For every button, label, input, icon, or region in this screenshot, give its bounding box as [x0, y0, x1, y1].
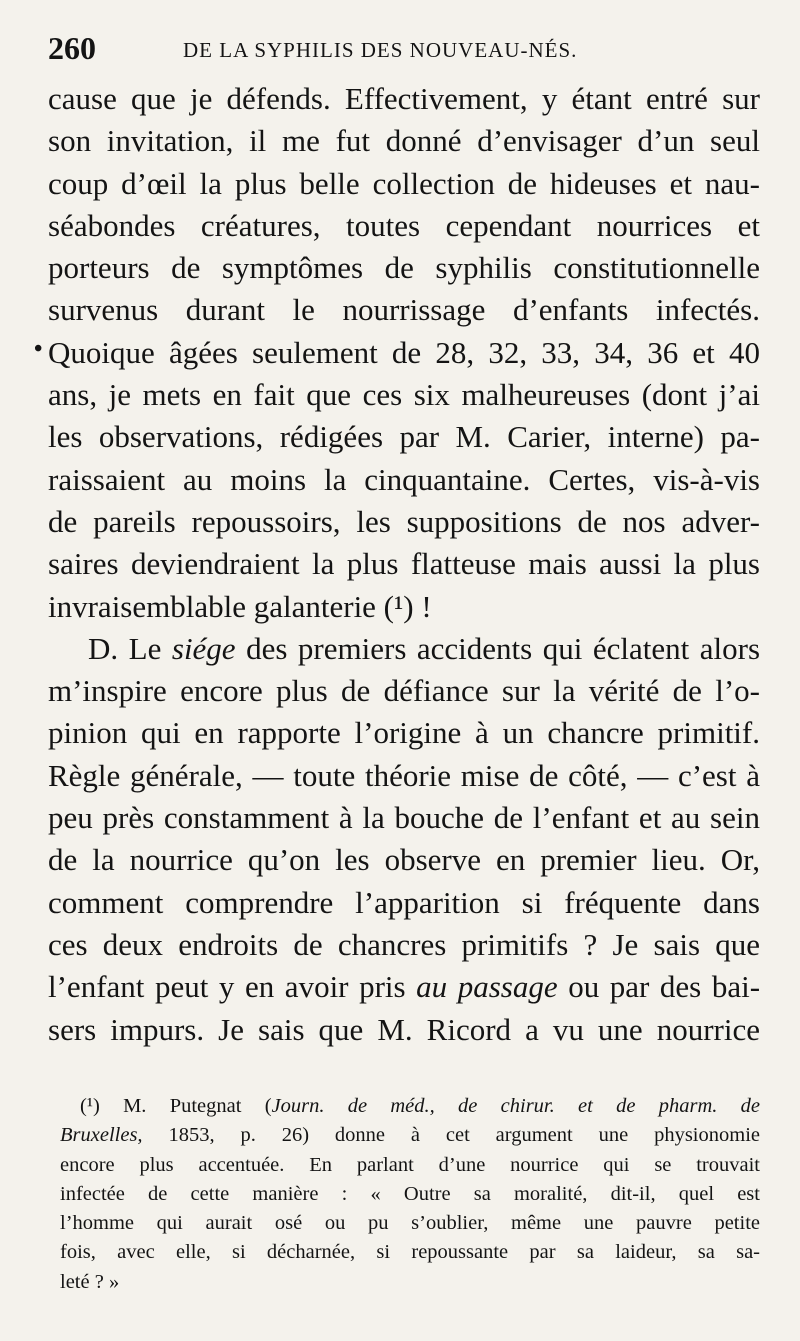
text-line: comment comprendre l’apparition si fréquente dans: [48, 884, 760, 920]
italic-run: siége: [171, 630, 236, 666]
italic-run: Journ. de méd., de chirur. et de pharm. de: [271, 1095, 760, 1117]
footnote-line: fois, avec elle, si décharnée, si repoussante par sa laideur, sa sa-: [60, 1241, 760, 1264]
footnote-line: encore plus accentuée. En parlant d’une nourrice qui se trouvait: [60, 1153, 760, 1176]
text-line: porteurs de symptômes de syphilis constitutionnelle: [48, 250, 760, 286]
footnote-line: [60, 1121, 760, 1150]
text-line: cause que je défends. Effectivement, y étant entré sur: [48, 81, 760, 116]
footnote-line: infectée de cette manière : « Outre sa moralité, dit-il, quel est: [60, 1182, 760, 1205]
text-line: [48, 966, 760, 1008]
text-line: ans, je mets en fait que ces six malheureuses (dont j’ai: [48, 377, 760, 413]
footnote-line: l’homme qui aurait osé ou pu s’oublier, même une pauvre petite: [60, 1212, 760, 1235]
text-line: peu près constamment à la bouche de l’enfant et au sein: [48, 800, 760, 836]
body-text: [48, 78, 760, 1051]
margin-mark: •: [34, 336, 43, 362]
footnote-line: leté ? »: [60, 1270, 120, 1293]
text-line: raissaient au moins la cinquantaine. Certes, vis-à-vis: [48, 461, 760, 497]
running-title: DE LA SYPHILIS DES NOUVEAU-NÉS.: [183, 38, 578, 62]
text-line: Quoique âgées seulement de 28, 32, 33, 34, 36 et 40: [48, 334, 760, 370]
text-line: survenus durant le nourrissage d’enfants infectés.: [48, 292, 760, 328]
text-run: ou par des bai-: [568, 969, 760, 1005]
text-line: son invitation, il me fut donné d’envisager d’un seul: [48, 123, 760, 159]
text-line: coup d’œil la plus belle collection de hideuses et nau-: [48, 165, 760, 201]
text-run: D. Le: [88, 630, 162, 666]
italic-run: au passage: [416, 969, 558, 1005]
text-line: ces deux endroits de chancres primitifs ? Je sais que: [48, 926, 760, 962]
page-number: 260: [48, 30, 96, 66]
footnote-line: [60, 1092, 760, 1121]
text-line: de pareils repoussoirs, les suppositions de nos adver-: [48, 503, 760, 539]
text-line: les observations, rédigées par M. Carier, interne) pa-: [48, 419, 760, 455]
text-line: séabondes créatures, toutes cependant nourrices et: [48, 207, 760, 243]
text-run: l’enfant peut y en avoir pris: [48, 969, 406, 1005]
text-run: (¹) M. Putegnat (: [80, 1095, 272, 1117]
text-line: [48, 628, 760, 670]
text-line: de la nourrice qu’on les observe en premier lieu. Or,: [48, 842, 760, 878]
text-line: invraisemblable galanterie (¹) !: [48, 588, 432, 624]
text-line: m’inspire encore plus de défiance sur la vérité de l’o-: [48, 673, 760, 709]
footnote: [60, 1092, 760, 1297]
text-line: saires deviendraient la plus flatteuse mais aussi la plus: [48, 546, 760, 582]
text-line: Règle générale, — toute théorie mise de côté, — c’est à: [48, 757, 760, 793]
text-line: sers impurs. Je sais que M. Ricord a vu une nourrice: [48, 1011, 760, 1047]
text-line: pinion qui en rapporte l’origine à un chancre primitif.: [48, 715, 760, 751]
text-run: 1853, p. 26) donne à cet argument une physionomie: [168, 1124, 760, 1147]
page-header: [48, 30, 760, 70]
text-run: des premiers accidents qui éclatent alors: [246, 630, 760, 666]
italic-run: Bruxelles,: [60, 1124, 143, 1147]
